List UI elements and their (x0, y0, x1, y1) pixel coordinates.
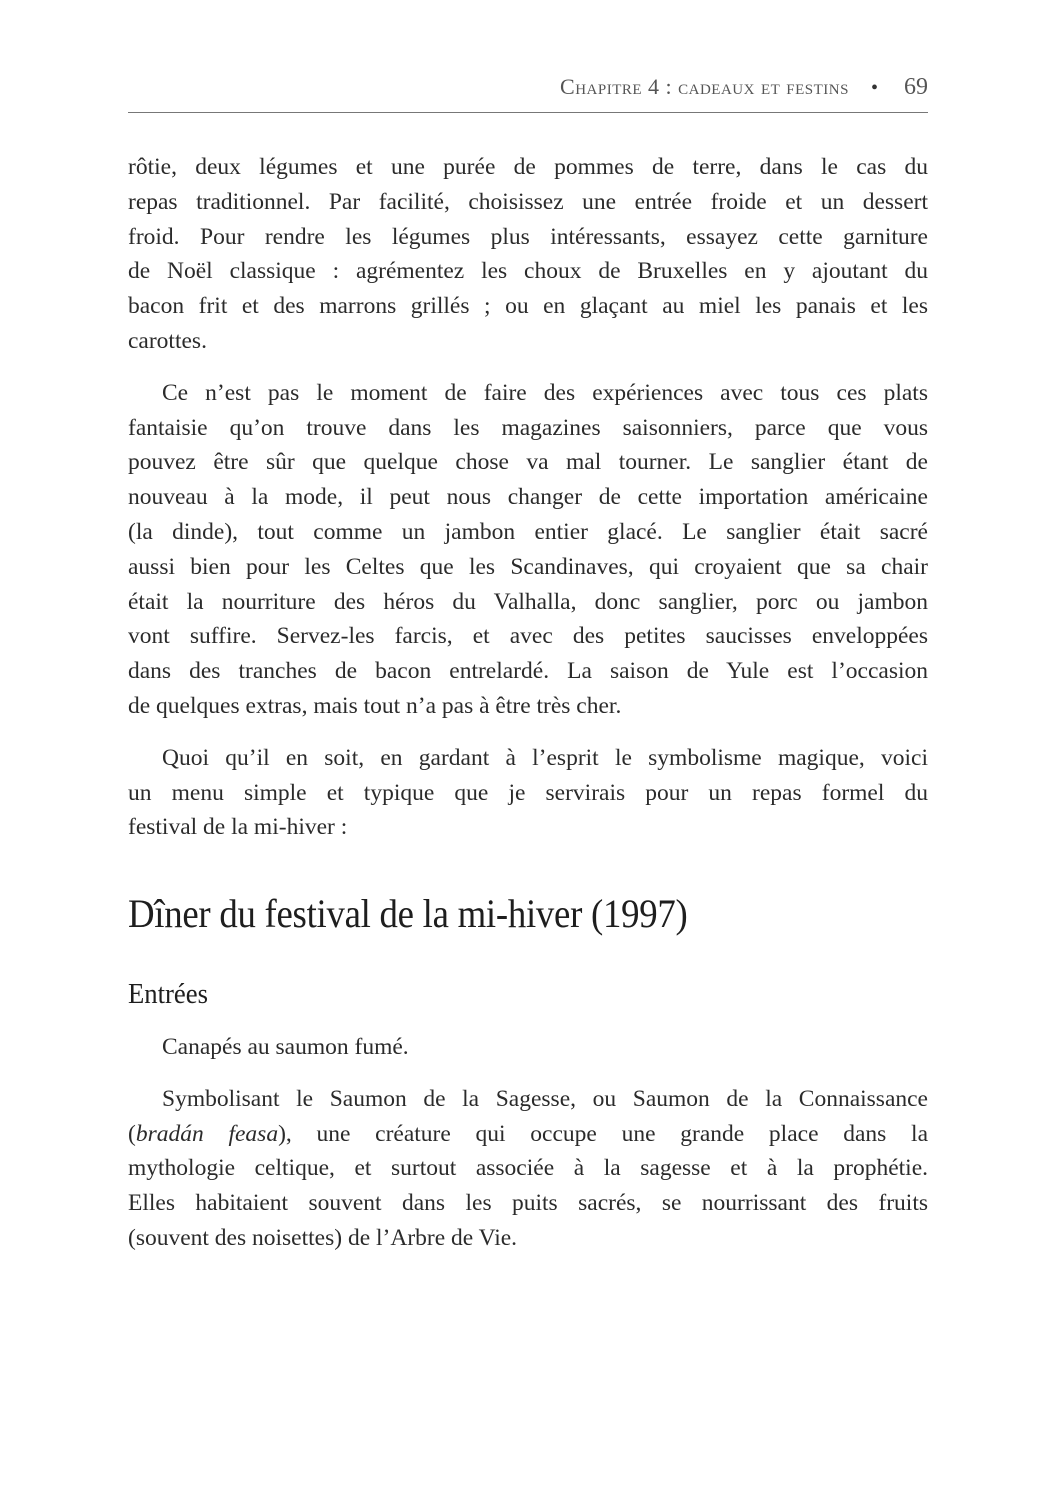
text-line: Elles habitaient souvent dans les puits sacrés, se nourrissant des fruits (128, 1190, 928, 1217)
text-line: fantaisie qu’on trouve dans les magazines saisonniers, parce que vous (128, 414, 928, 441)
chapter-title: Chapitre 4 : cadeaux et festins (560, 74, 849, 99)
body-text (128, 150, 928, 862)
header-rule (128, 112, 928, 113)
text-line: (la dinde), tout comme un jambon entier glacé. Le sanglier était sacré (128, 518, 928, 545)
text-line: dans des tranches de bacon entrelardé. La saison de Yule est l’occasion (128, 658, 928, 685)
dish-name: Canapés au saumon fumé. (162, 1034, 409, 1060)
text-fragment: ), une créature qui occupe une grande place dans la (278, 1120, 928, 1147)
text-line: Ce n’est pas le moment de faire des expériences avec tous ces plats (162, 379, 928, 406)
paren-open: ( (128, 1120, 136, 1147)
text-line: était la nourriture des héros du Valhalla, donc sanglier, porc ou jambon (128, 588, 928, 615)
text-line: repas traditionnel. Par facilité, choisissez une entrée froide et un dessert (128, 188, 928, 215)
subsection-heading: Entrées (128, 978, 209, 1010)
page-number: 69 (904, 74, 928, 100)
text-line: aussi bien pour les Celtes que les Scandinaves, qui croyaient que sa chair (128, 553, 928, 580)
text-line: vont suffire. Servez-les farcis, et avec des petites saucisses enveloppées (128, 623, 928, 650)
text-line: Quoi qu’il en soit, en gardant à l’esprit le symbolisme magique, voici (162, 744, 928, 771)
text-line: un menu simple et typique que je servirais pour un repas formel du (128, 779, 928, 806)
text-line (128, 1117, 928, 1152)
text-line: nouveau à la mode, il peut nous changer de cette importation américaine (128, 484, 928, 511)
paragraph (128, 741, 928, 845)
running-head (128, 74, 928, 108)
bullet-separator: • (870, 77, 878, 99)
text-line: rôtie, deux légumes et une purée de pommes de terre, dans le cas du (128, 154, 928, 180)
text-line: festival de la mi-hiver : (128, 814, 348, 841)
text-line: de Noël classique : agrémentez les choux de Bruxelles en y ajoutant du (128, 258, 928, 285)
text-line: bacon frit et des marrons grillés ; ou en glaçant au miel les panais et les (128, 293, 928, 320)
text-line: (souvent des noisettes) de l’Arbre de Vie. (128, 1224, 518, 1251)
paragraph (128, 376, 928, 724)
description-paragraph (128, 1082, 928, 1256)
entrees-text (128, 1030, 928, 1273)
text-line: pouvez être sûr que quelque chose va mal tourner. Le sanglier étant de (128, 449, 928, 476)
paragraph (128, 150, 928, 359)
text-line: carottes. (128, 327, 207, 354)
italic-term: bradán feasa (135, 1120, 279, 1147)
text-line: froid. Pour rendre les légumes plus intéressants, essayez cette garniture (128, 223, 928, 250)
dish-paragraph (128, 1030, 928, 1065)
text-line: de quelques extras, mais tout n’a pas à être très cher. (128, 692, 622, 719)
section-heading: Dîner du festival de la mi-hiver (1997) (128, 891, 688, 936)
text-line: Symbolisant le Saumon de la Sagesse, ou Saumon de la Connaissance (162, 1085, 928, 1112)
text-line: mythologie celtique, et surtout associée à la sagesse et à la prophétie. (128, 1155, 928, 1182)
